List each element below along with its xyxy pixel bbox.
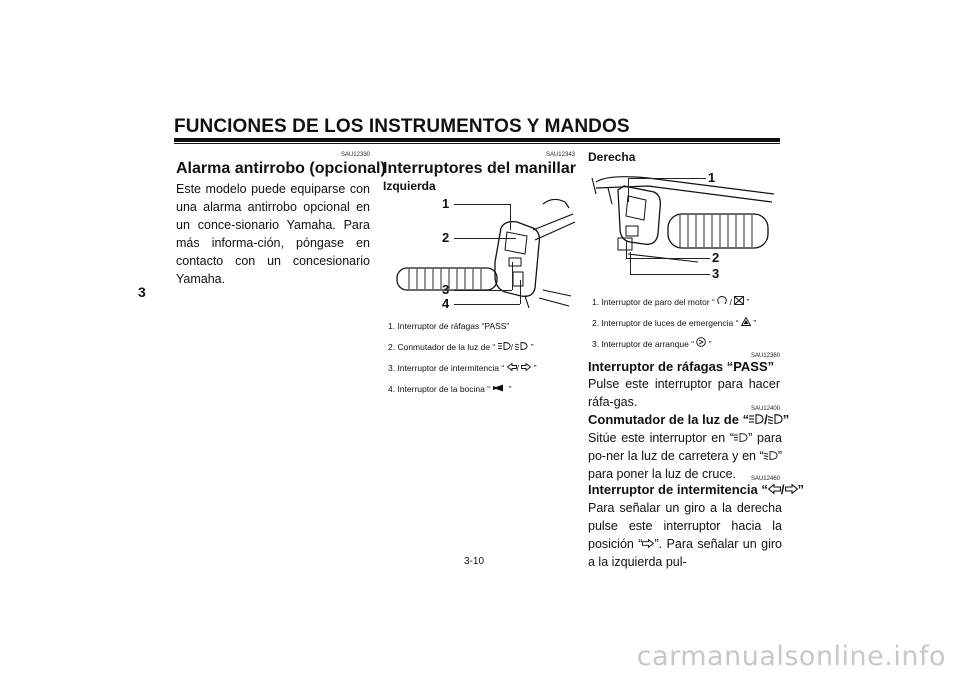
leader-line: [520, 280, 521, 304]
leader-line: [454, 238, 516, 239]
caption-start-switch: 3. Interruptor de arranque “ ”: [592, 339, 712, 349]
low-beam-icon: [768, 414, 783, 424]
leader-line: [454, 204, 510, 205]
chapter-tab: 3: [138, 284, 146, 300]
section-heading-turn-signal: Interruptor de intermitencia “ / ”: [588, 482, 804, 497]
section-code: SAU12400: [750, 406, 780, 412]
section-heading-pass: Interruptor de ráfagas “PASS”: [588, 359, 775, 374]
callout-right-3: 3: [712, 266, 720, 281]
pass-paragraph: Pulse este interruptor para hacer ráfa-gas.: [588, 377, 780, 409]
leader-line: [626, 240, 627, 258]
right-arrow-icon: [785, 484, 798, 494]
low-beam-icon: [764, 451, 778, 460]
engine-stop-icon: [734, 296, 744, 305]
leader-line: [630, 252, 631, 274]
section-code: SAU12343: [545, 152, 575, 158]
right-arrow-icon: [642, 539, 654, 548]
page-header-title: FUNCIONES DE LOS INSTRUMENTOS Y MANDOS: [174, 116, 630, 137]
caption-engine-stop-switch: 1. Interruptor de paro del motor “ / ”: [592, 297, 750, 307]
left-arrow-icon: [507, 363, 517, 371]
callout-3: 3: [442, 282, 450, 297]
callout-right-2: 2: [712, 250, 720, 265]
low-beam-icon: [515, 342, 528, 350]
caption-hazard-switch: 2. Interruptor de luces de emergencia “ ”: [592, 318, 757, 328]
caption-pass-switch: 1. Interruptor de ráfagas “PASS”: [388, 321, 510, 331]
leader-line: [628, 178, 706, 179]
section-code: SAU12330: [340, 152, 370, 158]
callout-1: 1: [442, 196, 450, 211]
leader-line: [454, 290, 512, 291]
header-rule: [174, 138, 780, 142]
section-code: SAU12460: [750, 476, 780, 482]
turn-signal-paragraph: Para señalar un giro a la derecha pulse este interruptor hacia la posición “ ”. Para señalar un giro a la izquierda pul-: [588, 501, 782, 569]
watermark: carmanualsonline.info: [636, 641, 946, 672]
leader-line: [626, 258, 710, 259]
caption-dimmer-switch: 2. Conmutador de la luz de “ / ”: [388, 342, 534, 352]
subheading-right: Derecha: [588, 150, 636, 164]
header-rule-thin: [174, 143, 780, 144]
callout-4: 4: [442, 296, 450, 311]
page-number: 3-10: [464, 556, 485, 567]
right-handlebar-illustration: [588, 164, 780, 284]
left-handlebar-illustration: [383, 192, 578, 312]
high-beam-icon: [498, 342, 511, 350]
dimmer-paragraph: Sitúe este interruptor en “ ” para po-ner la luz de carretera y en “ ” para poner la luz de cruce.: [588, 431, 783, 481]
caption-horn-switch: 4. Interruptor de la bocina “ ”: [388, 384, 512, 394]
leader-line: [512, 262, 513, 290]
leader-line: [510, 204, 511, 230]
starter-icon: [696, 337, 706, 347]
leader-line: [454, 304, 520, 305]
section-code: SAU12360: [750, 353, 780, 359]
caption-turn-signal-switch: 3. Interruptor de intermitencia “ / ”: [388, 363, 537, 373]
callout-right-1: 1: [708, 170, 716, 185]
high-beam-icon: [749, 414, 764, 424]
high-beam-icon: [734, 433, 748, 442]
horn-icon: [492, 384, 506, 392]
section-heading-dimmer: Conmutador de la luz de “ / ”: [588, 412, 790, 427]
section-heading-switches: Interruptores del manillar: [383, 160, 576, 177]
right-arrow-icon: [521, 363, 531, 371]
leader-line: [628, 178, 629, 202]
leader-line: [630, 274, 710, 275]
left-arrow-icon: [768, 484, 781, 494]
hazard-icon: [741, 317, 751, 326]
callout-2: 2: [442, 230, 450, 245]
subheading-left: Izquierda: [383, 179, 436, 193]
engine-run-icon: [717, 296, 727, 305]
section-heading-alarm: Alarma antirrobo (opcional): [176, 160, 386, 177]
alarm-paragraph: Este modelo puede equiparse con una alarma antirrobo opcional en un conce-sionario Yamaha. Para más informa-ción, póngase en contacto con un concesionario Yamaha.: [176, 182, 370, 286]
